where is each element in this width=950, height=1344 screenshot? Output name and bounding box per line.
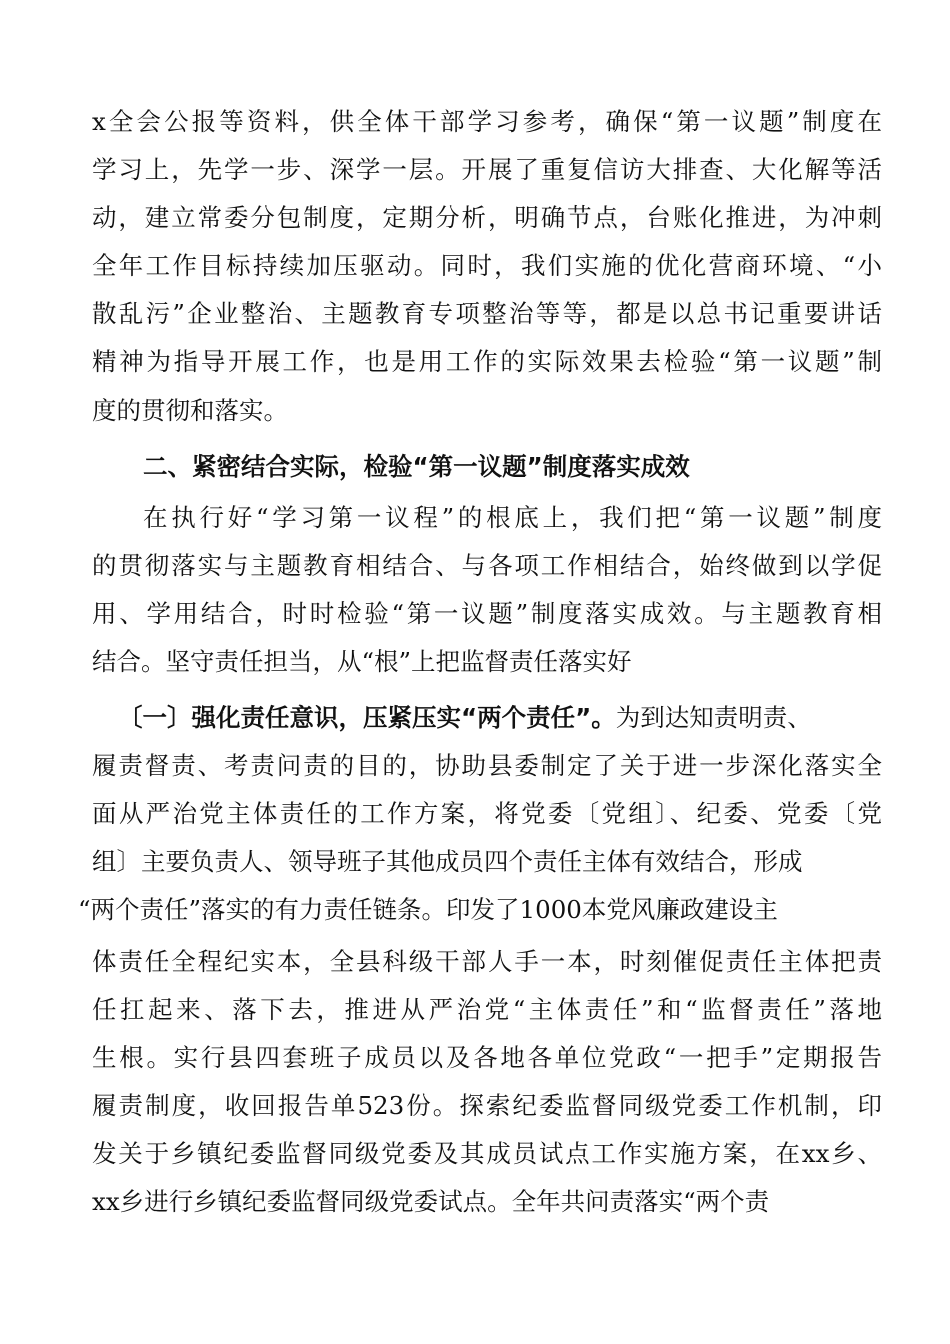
section-heading: 二、紧密结合实际，检验“第一议题”制度落实成效 <box>143 452 690 481</box>
text-line: 体责任全程纪实本，全县科级干部人手一本，时刻催促责任主体把责 <box>92 947 882 976</box>
text-line: 学习上，先学一步、深学一层。开展了重复信访大排查、大化解等活 <box>92 155 882 184</box>
text-line: 组〕主要负责人、领导班子其他成员四个责任主体有效结合，形成 <box>92 847 803 876</box>
text-line: 履责制度，收回报告单523份。探索纪委监督同级党委工作机制，印 <box>92 1091 882 1120</box>
text-line: 生根。实行县四套班子成员以及各地各单位党政“一把手”定期报告 <box>92 1043 882 1072</box>
text-line: 用、学用结合，时时检验“第一议题”制度落实成效。与主题教育相 <box>92 599 882 628</box>
text-line: 全年工作目标持续加压驱动。同时，我们实施的优化营商环境、“小 <box>92 251 882 280</box>
text-line: 在执行好“学习第一议程”的根底上，我们把“第一议题”制度 <box>143 503 882 532</box>
text-line: x全会公报等资料，供全体干部学习参考，确保“第一议题”制度在 <box>92 107 882 136</box>
text-line: 结合。坚守责任担当，从“根”上把监督责任落实好 <box>92 647 632 676</box>
text-line: 发关于乡镇纪委监督同级党委及其成员试点工作实施方案，在xx乡、 <box>92 1139 882 1168</box>
subsection-heading: 〔一〕强化责任意识，压紧压实“两个责任”。 <box>118 703 616 732</box>
text-line: 履责督责、考责问责的目的，协助县委制定了关于进一步深化落实全 <box>92 751 882 780</box>
text-line: “两个责任”落实的有力责任链条。印发了1000本党风廉政建设主 <box>78 895 778 924</box>
text-line: 的贯彻落实与主题教育相结合、与各项工作相结合，始终做到以学促 <box>92 551 882 580</box>
text-line: 度的贯彻和落实。 <box>92 396 288 425</box>
text-line: 散乱污”企业整治、主题教育专项整治等等，都是以总书记重要讲话 <box>92 299 882 328</box>
text-line: 任扛起来、落下去，推进从严治党“主体责任”和“监督责任”落地 <box>92 995 882 1024</box>
text-line: 精神为指导开展工作，也是用工作的实际效果去检验“第一议题”制 <box>92 347 882 376</box>
text-line: 动，建立常委分包制度，定期分析，明确节点，台账化推进，为冲刺 <box>92 203 882 232</box>
text-line: xx乡进行乡镇纪委监督同级党委试点。全年共问责落实“两个责 <box>92 1187 770 1216</box>
text-line: 面从严治党主体责任的工作方案，将党委〔党组〕、纪委、党委〔党 <box>92 799 882 828</box>
subsection-text: 为到达知责明责、 <box>615 703 812 732</box>
subsection-line <box>118 703 882 733</box>
